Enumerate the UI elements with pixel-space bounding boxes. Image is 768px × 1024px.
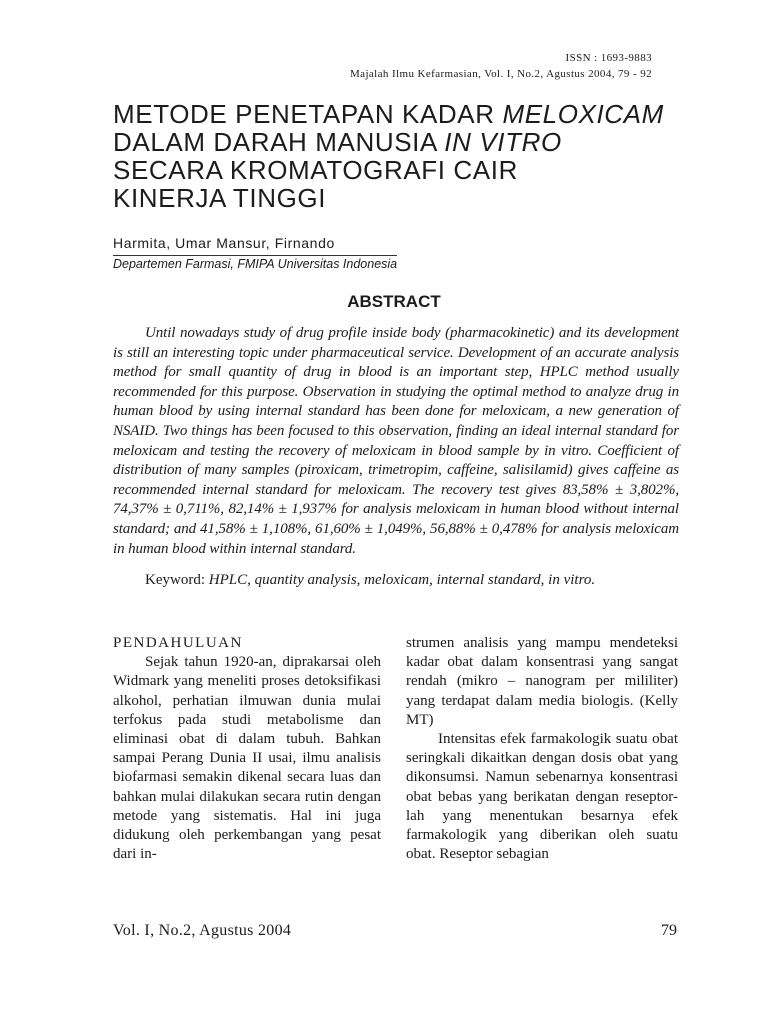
abstract-text: Until nowadays study of drug profile inside body (pharmacokinetic) and its development is still an interesting topic under pharmaceutical service. Development of an accurate analysis method for small quantity of drug in blood is an important step, HPLC method usually recommended for this purpose. Observation in studying the optimal method to analyze drug in human blood by using internal standard has been done for meloxicam, a new generation of NSAID. Two things has been focused to this observation, finding an ideal internal standard for meloxicam and testing the recovery of meloxicam in blood sample by in vitro. Coefficient of distribution of many samples (piroxicam, trimetropim, caffeine, salisilamid) gives caffeine as recommended internal standard for meloxicam. The recovery test gives 83,58% ± 3,802%, 74,37% ± 0,711%, 82,14% ± 1,937% for analysis meloxicam in human blood without internal standard; and 41,58% ± 1,108%, 61,60% ± 1,049%, 56,88% ± 0,478% for analysis meloxicam in human blood within internal standard. — [113, 325, 679, 557]
article-title — [113, 100, 673, 212]
page-number: 79 — [661, 922, 677, 939]
footer-issue: Vol. I, No.2, Agustus 2004 — [113, 922, 292, 939]
abstract-heading: ABSTRACT — [347, 292, 441, 311]
body-column-right — [406, 634, 678, 864]
issn-header: ISSN : 1693-9883 — [565, 52, 652, 64]
body-column-left — [113, 634, 381, 864]
keyword-line — [145, 571, 685, 591]
title-line1-text: METODE PENETAPAN KADAR — [113, 99, 503, 129]
keyword-label: Keyword: — [145, 572, 209, 588]
journal-citation-header: Majalah Ilmu Kefarmasian, Vol. I, No.2, Agustus 2004, 79 - 92 — [349, 68, 652, 80]
title-line3: SECARA KROMATOGRAFI CAIR — [113, 155, 518, 185]
abstract-body — [113, 324, 679, 559]
title-line1-italic: MELOXICAM — [502, 99, 664, 129]
title-line2-italic: IN VITRO — [444, 127, 562, 157]
title-line4: KINERJA TINGGI — [113, 183, 327, 213]
section-heading-pendahuluan: PENDAHULUAN — [113, 635, 243, 651]
author-affiliation: Departemen Farmasi, FMIPA Universitas Indonesia — [113, 257, 398, 271]
intro-paragraph-1-continued: strumen analisis yang mampu mendeteksi kadar obat dalam konsentrasi yang sangat rendah (mikro – nanogram per mililiter) yang terdapat dalam media biologis. (Kelly MT) — [406, 635, 678, 728]
intro-paragraph-1: Sejak tahun 1920-an, diprakarsai oleh Widmark yang meneliti proses detoksifikasi alkohol, perhatian ilmuwan dunia mulai terfokus pada studi metabolisme dan eliminasi obat di dalam tubuh. Bahkan sampai Perang Dunia II usai, ilmu analisis biofarmasi semakin dikenal secara luas dan bahkan mulai dilakukan secara rutin dengan metode yang sistematis. Hal ini juga didukung oleh perkembangan yang pesat dari in- — [113, 654, 381, 863]
author-list: Harmita, Umar Mansur, Firnando — [113, 235, 335, 251]
keyword-list: HPLC, quantity analysis, meloxicam, internal standard, in vitro. — [208, 572, 596, 588]
intro-paragraph-2: Intensitas efek farmakologik suatu obat seringkali dikaitkan dengan dosis obat yang dikonsumsi. Namun sebenarnya konsentrasi obat bebas yang berikatan dengan reseptor-lah yang menentukan besarnya efek farmakologik yang diberikan oleh suatu obat. Reseptor sebagian — [406, 731, 678, 863]
title-line2-text: DALAM DARAH MANUSIA — [113, 127, 445, 157]
